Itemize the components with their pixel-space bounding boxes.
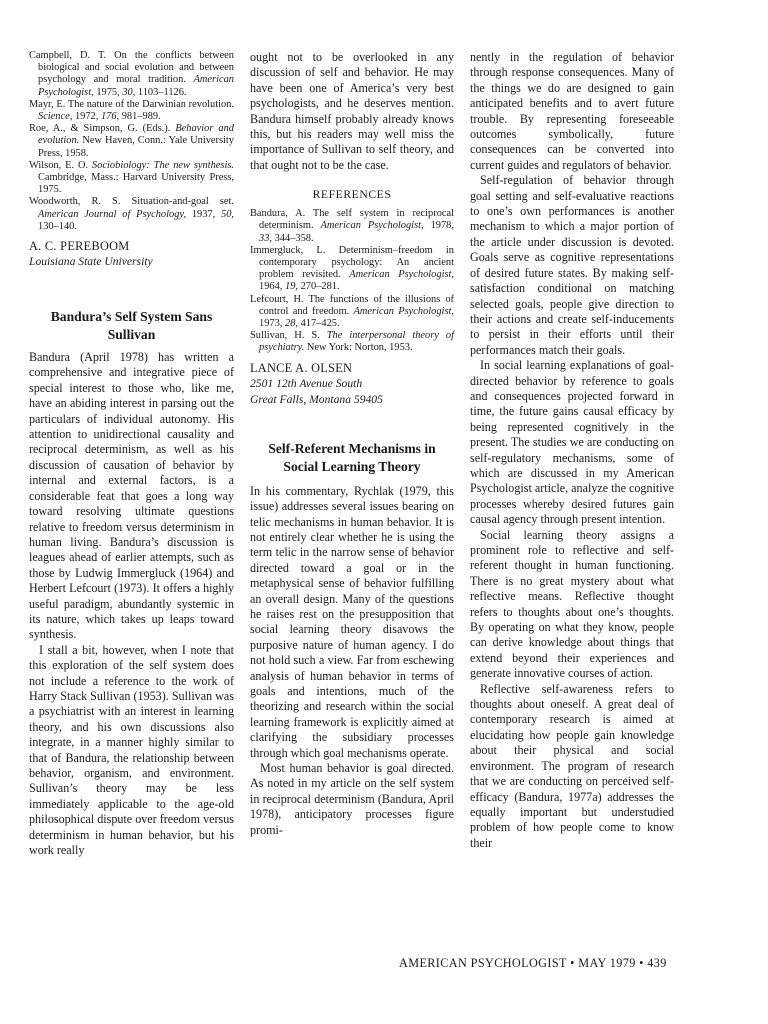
reference-entry: Roe, A., & Simpson, G. (Eds.). Behavior and evolution. New Haven, Conn.: Yale University Press, 1958. [29, 123, 234, 159]
body-paragraph: Bandura (April 1978) has written a comprehensive and integrative piece of special interest to those who, like me, have an abiding interest in parsing out the particulars of individual autonomy. His attention to unidirectional causality and reciprocal determinism, as well as his discussion of causation of behavior by internal and external factors, is a considerable feat that goes a long way toward resolving ultimate questions relative to freedom versus determinism in human living. Bandura’s discussion is leagues ahead of earlier attempts, such as those by Ludwig Immergluck (1964) and Herbert Lefcourt (1973). It offers a highly useful paradigm, abundantly systemic in its nature, which takes up leaps toward synthesis. [29, 350, 234, 642]
body-paragraph: In his commentary, Rychlak (1979, this issue) addresses several issues bearing on telic mechanisms in human behavior. It is not entirely clear whether he is using the term telic in the narrow sense of behavior directed toward a goal or in the metaphysical sense of behavior fulfilling an overall design. Many of the questions he raises rest on the presupposition that social learning theory disavows the purposive nature of human agency. I do not hold such a view. Far from eschewing analysis of human behavior in terms of goals and intentions, much of the theorizing and research within the social learning framework is explicitly aimed at clarifying the subsidiary processes through which goal mechanisms operate. [250, 483, 454, 760]
reference-list-continued [29, 50, 234, 233]
reference-entry: Wilson, E. O. Sociobiology: The new synthesis. Cambridge, Mass.: Harvard University Press, 1975. [29, 159, 234, 196]
reference-list [250, 208, 454, 354]
reference-entry: Bandura, A. The self system in reciprocal determinism. American Psychologist, 1978, 33, 344–358. [250, 208, 454, 244]
page-footer: AMERICAN PSYCHOLOGIST • MAY 1979 • 439 [399, 956, 667, 970]
reference-entry: Mayr, E. The nature of the Darwinian revolution. Science, 1972, 176, 981–989. [29, 98, 234, 123]
middle-column [250, 50, 454, 838]
body-paragraph: ought not to be overlooked in any discussion of self and behavior. He may have been one of America’s very best psychologists, and he deserves mention. Bandura himself probably already knows this, but his readers may well miss the importance of Sullivan to self theory, and that ought not to be the case. [250, 50, 454, 172]
author-name: A. C. PEREBOOM [29, 239, 130, 254]
author-affiliation: Louisiana State University [29, 255, 153, 269]
article-title: Self-Referent Mechanisms in Social Learning Theory [268, 440, 436, 474]
reference-entry: Woodworth, R. S. Situation-and-goal set. American Journal of Psychology, 1937, 50, 130–140. [29, 196, 234, 232]
reference-entry: Campbell, D. T. On the conflicts between biological and social evolution and between psychology and moral tradition. American Psychologist, 1975, 30, 1103–1126. [29, 50, 234, 98]
author-address-line2: Great Falls, Montana 59405 [250, 392, 383, 406]
body-paragraph: nently in the regulation of behavior through response consequences. Many of the things we do are designed to gain anticipated benefits and to avert future trouble. By representing foreseeable outcomes symbolically, future consequences can be converted into current guides and regulators of behavior. [470, 50, 674, 172]
article-title: Bandura’s Self System Sans Sullivan [50, 309, 213, 343]
left-column [29, 50, 234, 858]
author-address-line1: 2501 12th Avenue South [250, 376, 363, 390]
right-column [470, 50, 674, 851]
body-paragraph: Reflective self-awareness refers to thoughts about oneself. A great deal of contemporary research is aimed at elucidating how people gain knowledge about their physical and social environment. The program of research that we are conducting on perceived self-efficacy (Bandura, 1977a) addresses the equally important but understudied problem of how people come to know their [470, 681, 674, 850]
body-paragraph: Most human behavior is goal directed. As noted in my article on the self system in reciprocal determinism (Bandura, April 1978), anticipatory processes figure promi- [250, 761, 454, 837]
reference-entry: Lefcourt, H. The functions of the illusions of control and freedom. American Psychologist, 1973, 28, 417–425. [250, 293, 454, 330]
reference-entry: Immergluck, L. Determinism–freedom in contemporary psychology: An ancient problem revisited. American Psychologist, 1964, 19, 270–281. [250, 244, 454, 293]
body-paragraph: Social learning theory assigns a prominent role to reflective and self-referent thought in human functioning. There is no great mystery about what reflective means. Reflective thought refers to thoughts about one’s thoughts. By operating on what they know, people can derive knowledge about things that extend beyond their experiences and generate innovative courses of action. [470, 527, 674, 681]
references-heading: REFERENCES [312, 188, 392, 202]
body-paragraph: In social learning explanations of goal-directed behavior by reference to goals and consequences projected forward in time, the future gains causal efficacy by being represented cognitively in the present. The studies we are conducting on self-regulatory mechanisms, some of which are discussed in my American Psychologist article, analyze the cognitive processes whereby desired futures gain causal agency through present intention. [470, 358, 674, 527]
author-name: LANCE A. OLSEN [250, 360, 353, 375]
reference-entry: Sullivan, H. S. The interpersonal theory of psychiatry. New York: Norton, 1953. [250, 330, 454, 354]
body-paragraph: Self-regulation of behavior through goal setting and self-evaluative reactions to one’s own performances is another mechanism to which a major portion of the article under discussion is devoted. Goals serve as cognitive representations of desired future states. By making self-satisfaction conditional on matching selected goals, people give direction to their actions and create self-inducements to persist in their efforts until their performances match their goals. [470, 173, 674, 357]
body-paragraph: I stall a bit, however, when I note that this exploration of the self system does not include a reference to the work of Harry Stack Sullivan (1953). Sullivan was a psychiatrist with an interest in learning theory, and his own discussions also integrate, in a manner highly similar to that of Bandura, the relationship between behavior, organism, and environment. Sullivan’s theory may be less immediately applicable to the age-old philosophical dispute over freedom versus determinism in human behavior, but his work really [29, 642, 234, 858]
